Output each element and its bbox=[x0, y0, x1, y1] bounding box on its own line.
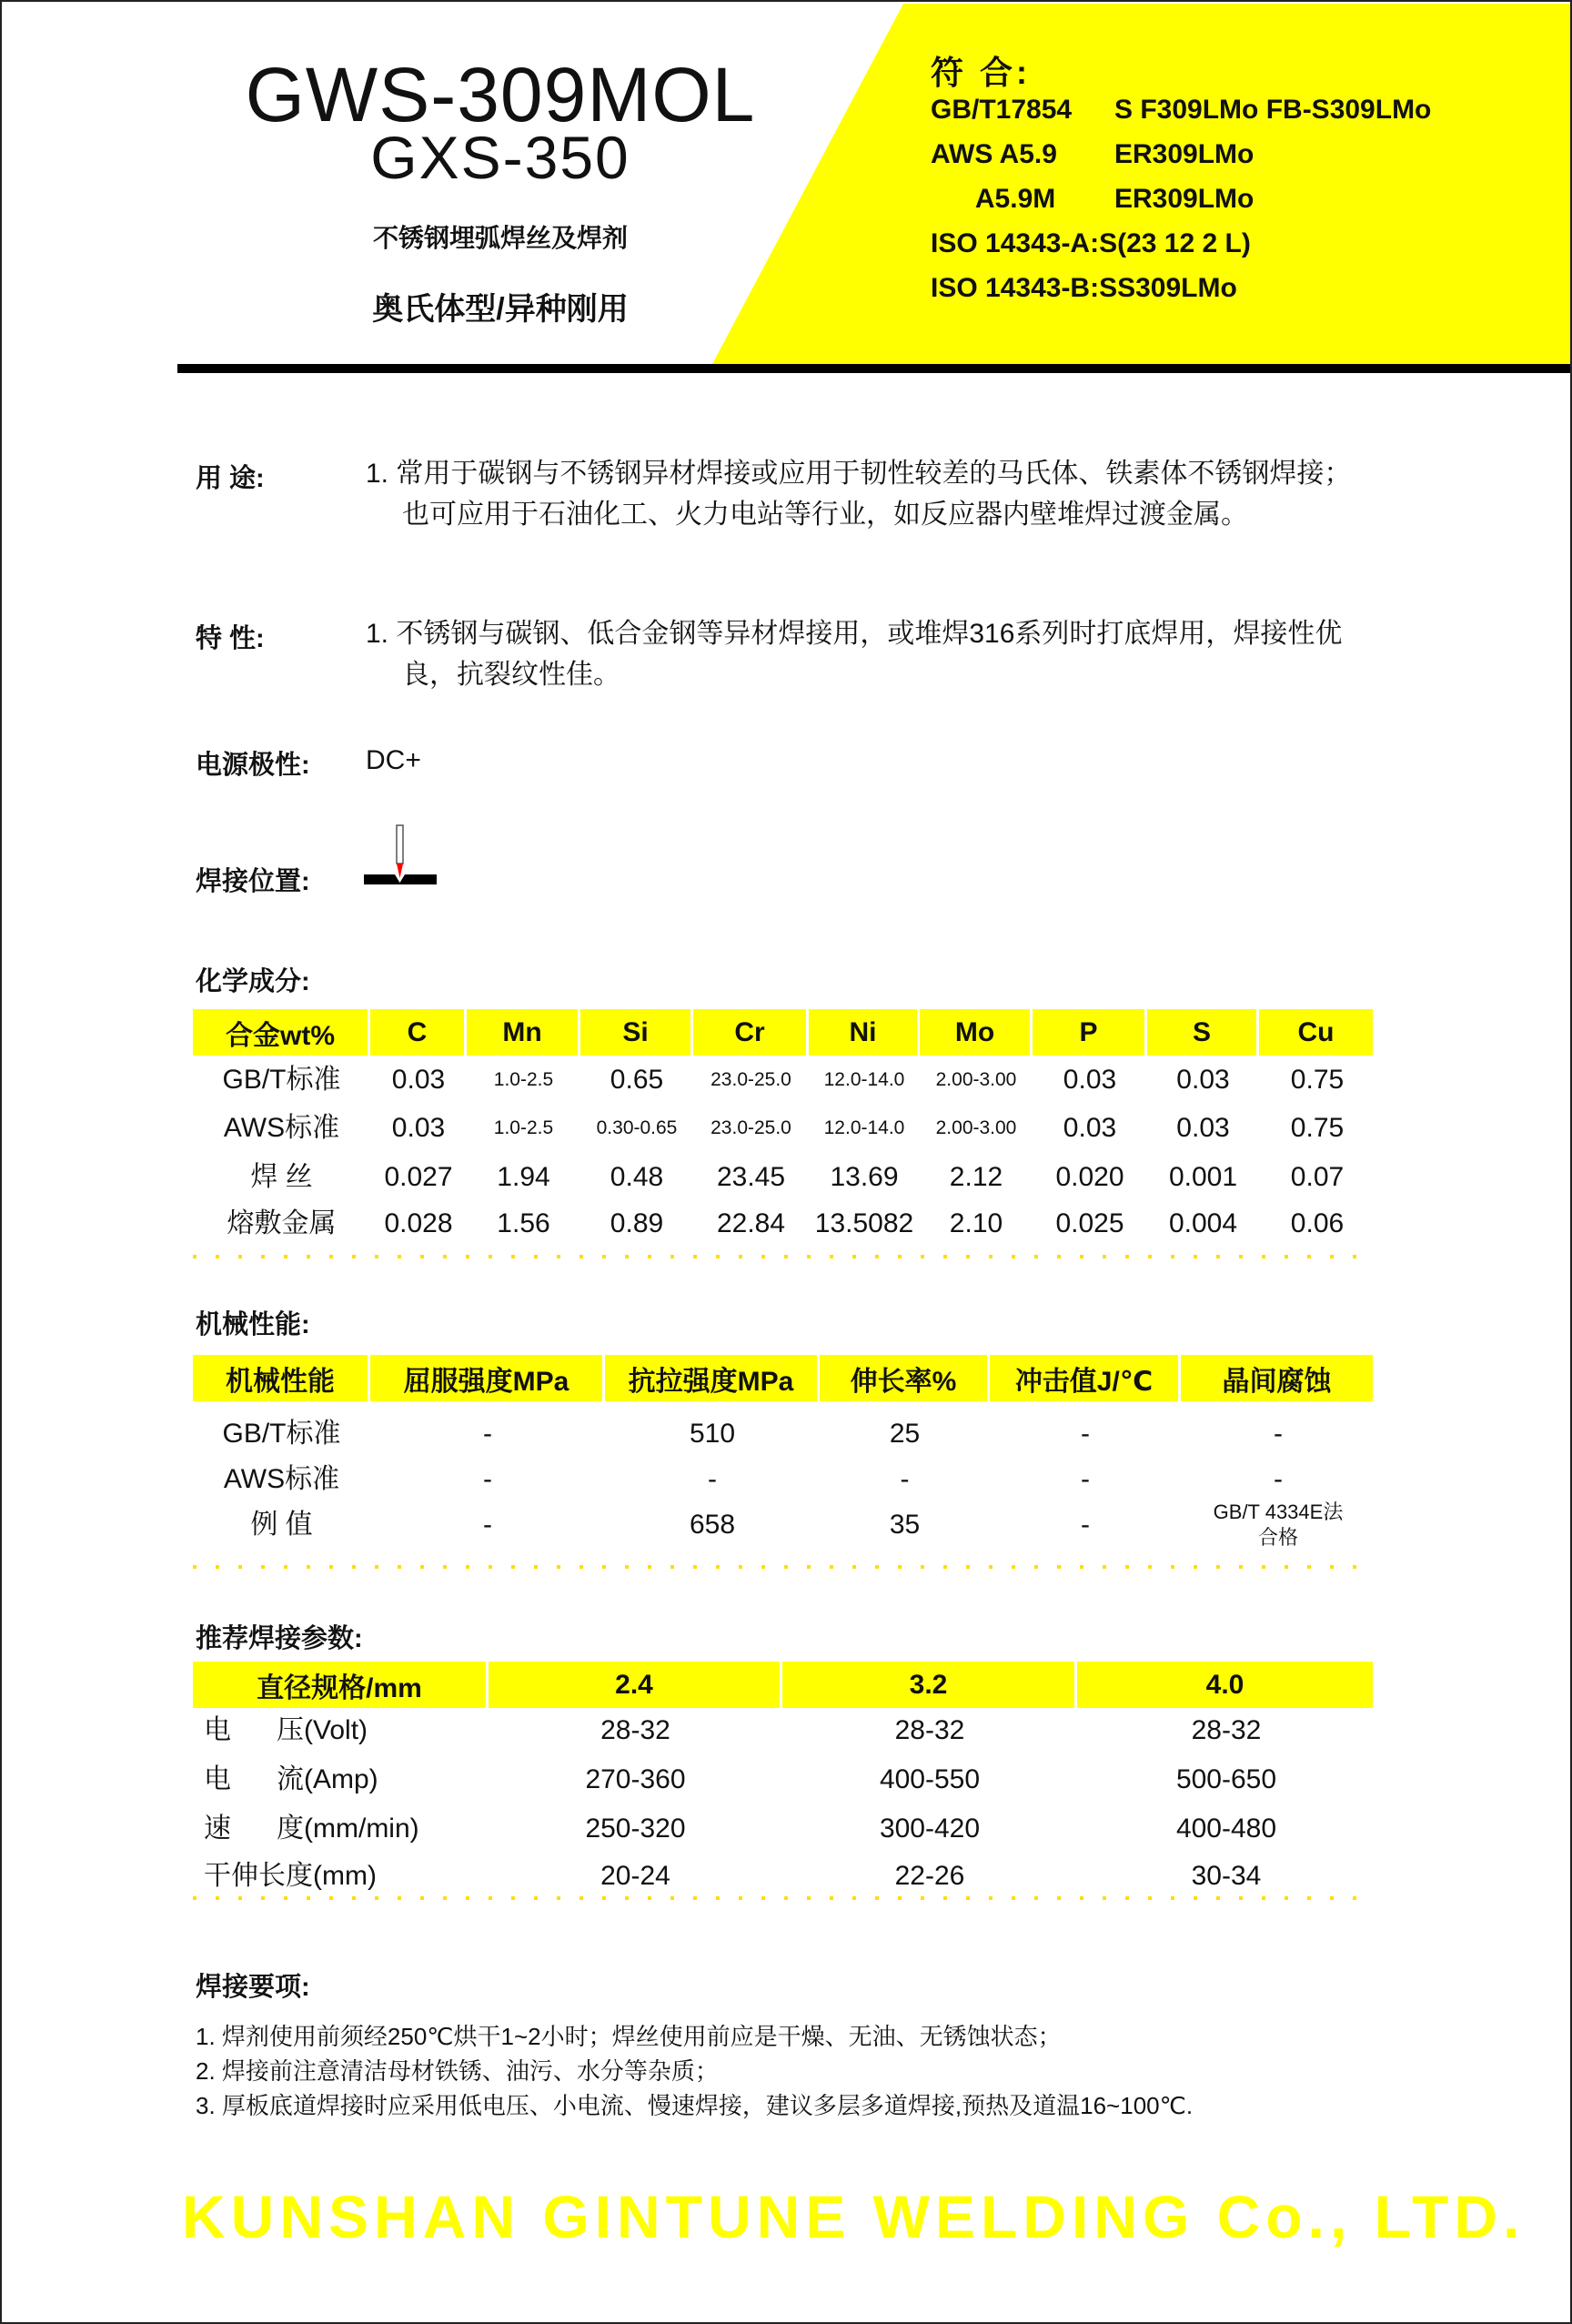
header-cell: Cr bbox=[693, 1009, 809, 1056]
row-label: 熔敷金属 bbox=[227, 1208, 337, 1238]
usage-text bbox=[366, 453, 1376, 535]
header-cell: 冲击值J/℃ bbox=[990, 1355, 1181, 1401]
table-cell: - bbox=[1081, 1510, 1090, 1540]
row-label: GB/T标准 bbox=[222, 1419, 341, 1449]
table-cell: 500-650 bbox=[1175, 1764, 1277, 1794]
table-cell: 0.06 bbox=[1290, 1208, 1345, 1238]
conformity-line bbox=[931, 273, 1237, 304]
conformity-standard: GB/T17854 bbox=[931, 95, 1073, 125]
features-label: 特 性: bbox=[196, 624, 265, 653]
table-cell: - bbox=[483, 1464, 492, 1494]
table-cell: - bbox=[900, 1464, 910, 1494]
table-cell: 0.89 bbox=[610, 1208, 664, 1238]
table-cell: 0.001 bbox=[1168, 1162, 1238, 1192]
table-cell: 0.75 bbox=[1290, 1065, 1345, 1095]
conformity-grade: S F309LMo FB-S309LMo bbox=[1114, 95, 1432, 125]
position-label: 焊接位置: bbox=[196, 867, 310, 896]
conformity-line bbox=[931, 228, 1251, 259]
usage-text-body: 1. 常用于碳钢与不锈钢异材焊接或应用于韧性较差的马氏体、铁素体不锈钢焊接；也可应用于石油化工、火力电站等行业，如反应器内壁堆焊过渡金属。 bbox=[366, 459, 1352, 530]
table-cell: 28-32 bbox=[1191, 1715, 1262, 1745]
header-cell: 伸长率% bbox=[820, 1355, 990, 1401]
table-row bbox=[193, 1060, 1376, 1100]
table-cell: 13.69 bbox=[830, 1162, 899, 1192]
table-cell: - bbox=[483, 1419, 492, 1449]
table-cell: 0.30-0.65 bbox=[596, 1117, 678, 1138]
table-cell: 23.0-25.0 bbox=[710, 1069, 791, 1090]
conformity-line bbox=[931, 184, 1255, 215]
table-cell: 400-480 bbox=[1175, 1814, 1277, 1844]
table-cell: 1.94 bbox=[497, 1162, 550, 1192]
chemical-title: 化学成分: bbox=[196, 967, 310, 996]
table-row bbox=[193, 1413, 1376, 1455]
table-cell: 0.48 bbox=[610, 1162, 664, 1192]
header-cell: 机械性能 bbox=[193, 1355, 370, 1401]
table-cell: 28-32 bbox=[894, 1715, 965, 1745]
table-cell: 28-32 bbox=[600, 1715, 670, 1745]
header-cell: Cu bbox=[1259, 1009, 1376, 1056]
conformity-grade: ER309LMo bbox=[1114, 184, 1255, 214]
table-cell: 0.03 bbox=[1176, 1113, 1230, 1143]
features-text bbox=[366, 613, 1376, 695]
table-header bbox=[193, 1009, 1376, 1056]
table-cell: 22.84 bbox=[716, 1208, 786, 1238]
table-row bbox=[193, 1204, 1376, 1244]
table-cell: 400-550 bbox=[879, 1764, 981, 1794]
table-cell: 13.5082 bbox=[814, 1208, 914, 1238]
table-row bbox=[193, 1108, 1376, 1148]
table-cell: 300-420 bbox=[879, 1814, 981, 1844]
table-cell: 250-320 bbox=[585, 1814, 686, 1844]
polarity-value: DC+ bbox=[366, 745, 421, 775]
header-cell: P bbox=[1033, 1009, 1147, 1056]
table-cell: - bbox=[483, 1510, 492, 1540]
table-cell: 2.00-3.00 bbox=[935, 1069, 1017, 1090]
table-header bbox=[193, 1662, 1376, 1708]
row-label: AWS标准 bbox=[223, 1113, 340, 1143]
table-cell: 0.025 bbox=[1055, 1208, 1124, 1238]
product-model: GWS-309MOL bbox=[245, 52, 756, 137]
table-header bbox=[193, 1355, 1376, 1401]
table-row bbox=[193, 1711, 1376, 1751]
chemical-divider bbox=[193, 1255, 1376, 1258]
table-cell: 658 bbox=[689, 1510, 736, 1540]
header-cell: Mn bbox=[467, 1009, 580, 1056]
header-cell: 2.4 bbox=[489, 1662, 782, 1708]
header-cell: 屈服强度MPa bbox=[370, 1355, 605, 1401]
row-label: 焊 丝 bbox=[250, 1162, 313, 1192]
params-title: 推荐焊接参数: bbox=[196, 1624, 363, 1653]
conformity-standard: A5.9M bbox=[931, 184, 1056, 214]
row-label: 电 压(Volt) bbox=[204, 1715, 368, 1745]
mechanical-divider bbox=[193, 1565, 1376, 1569]
row-label: 速 度(mm/min) bbox=[204, 1814, 419, 1844]
table-cell: 1.56 bbox=[497, 1208, 550, 1238]
table-cell: 2.12 bbox=[949, 1162, 1003, 1192]
table-cell: - bbox=[1081, 1464, 1090, 1494]
conformity-line bbox=[931, 139, 1255, 170]
table-cell: 22-26 bbox=[894, 1861, 965, 1891]
row-label: GB/T标准 bbox=[222, 1065, 341, 1095]
table-cell: 0.75 bbox=[1290, 1113, 1345, 1143]
conformity-line bbox=[931, 95, 1432, 126]
polarity-label: 电源极性: bbox=[196, 751, 310, 780]
header-cell: 3.2 bbox=[782, 1662, 1077, 1708]
header-divider bbox=[177, 364, 1570, 373]
table-cell: 510 bbox=[689, 1419, 736, 1449]
table-cell: - bbox=[1274, 1464, 1283, 1494]
table-cell: 0.03 bbox=[1063, 1113, 1117, 1143]
table-cell: 1.0-2.5 bbox=[493, 1069, 554, 1090]
table-row bbox=[193, 1500, 1376, 1549]
table-row bbox=[193, 1459, 1376, 1500]
header-cell: S bbox=[1147, 1009, 1259, 1056]
conformity-standard: ISO 14343-B:SS309LMo bbox=[931, 273, 1237, 303]
header-cell: 合金wt% bbox=[193, 1009, 370, 1056]
table-cell: 20-24 bbox=[600, 1861, 670, 1891]
row-label: 电 流(Amp) bbox=[204, 1764, 378, 1794]
table-cell: 1.0-2.5 bbox=[493, 1117, 554, 1138]
header-cell: C bbox=[370, 1009, 467, 1056]
params-divider bbox=[193, 1896, 1376, 1900]
table-cell: - bbox=[708, 1464, 717, 1494]
usage-label: 用 途: bbox=[196, 464, 265, 493]
table-cell: 23.0-25.0 bbox=[710, 1117, 791, 1138]
table-row bbox=[193, 1157, 1376, 1197]
table-cell: GB/T 4334E法 合格 bbox=[1213, 1500, 1344, 1549]
table-row bbox=[193, 1856, 1376, 1896]
product-subtitle: 不锈钢埋弧焊丝及焊剂 bbox=[372, 224, 628, 252]
header-cell: Ni bbox=[809, 1009, 920, 1056]
table-cell: 12.0-14.0 bbox=[823, 1117, 905, 1138]
table-cell: 0.65 bbox=[610, 1065, 664, 1095]
note-item: 3. 厚板底道焊接时应采用低电压、小电流、慢速焊接，建议多层多道焊接,预热及道温16~100℃. bbox=[196, 2092, 1194, 2119]
header-cell: 4.0 bbox=[1077, 1662, 1376, 1708]
note-item: 2. 焊接前注意清洁母材铁锈、油污、水分等杂质； bbox=[196, 2057, 719, 2085]
table-cell: 0.03 bbox=[391, 1113, 446, 1143]
table-cell: 12.0-14.0 bbox=[823, 1069, 905, 1090]
flux-model: GXS-350 bbox=[370, 124, 630, 191]
table-cell: 0.03 bbox=[391, 1065, 446, 1095]
table-cell: 30-34 bbox=[1191, 1861, 1262, 1891]
row-label: 例 值 bbox=[250, 1510, 313, 1540]
flat-position-icon bbox=[362, 824, 440, 896]
table-row bbox=[193, 1809, 1376, 1849]
header-cell: 直径规格/mm bbox=[193, 1662, 489, 1708]
table-cell: 0.028 bbox=[384, 1208, 453, 1238]
row-label: 干伸长度(mm) bbox=[204, 1861, 377, 1891]
conformity-standard: ISO 14343-A:S(23 12 2 L) bbox=[931, 228, 1251, 258]
table-cell: 0.027 bbox=[384, 1162, 453, 1192]
table-row bbox=[193, 1760, 1376, 1800]
notes-title: 焊接要项: bbox=[196, 1973, 310, 2002]
note-item: 1. 焊剂使用前须经250℃烘干1~2小时；焊丝使用前应是干燥、无油、无锈蚀状态； bbox=[196, 2023, 1062, 2050]
table-cell: - bbox=[1081, 1419, 1090, 1449]
table-cell: 2.00-3.00 bbox=[935, 1117, 1017, 1138]
conformity-standard: AWS A5.9 bbox=[931, 139, 1057, 169]
conformity-grade: ER309LMo bbox=[1114, 139, 1255, 169]
table-cell: 0.07 bbox=[1290, 1162, 1345, 1192]
company-name: KUNSHAN GINTUNE WELDING Co., LTD. bbox=[182, 2183, 1526, 2250]
table-cell: 0.020 bbox=[1055, 1162, 1124, 1192]
table-cell: 2.10 bbox=[949, 1208, 1003, 1238]
table-cell: 23.45 bbox=[716, 1162, 786, 1192]
mechanical-title: 机械性能: bbox=[196, 1310, 310, 1339]
table-cell: - bbox=[1274, 1419, 1283, 1449]
header-cell: Si bbox=[580, 1009, 693, 1056]
features-text-body: 1. 不锈钢与碳钢、低合金钢等异材焊接用，或堆焊316系列时打底焊用，焊接性优良，抗裂纹性佳。 bbox=[366, 619, 1343, 690]
table-cell: 0.004 bbox=[1168, 1208, 1238, 1238]
product-type: 奥氏体型/异种刚用 bbox=[372, 292, 629, 327]
conformity-title: 符 合: bbox=[931, 54, 1031, 91]
header-cell: 晶间腐蚀 bbox=[1181, 1355, 1376, 1401]
table-cell: 0.03 bbox=[1063, 1065, 1117, 1095]
header-cell: Mo bbox=[920, 1009, 1033, 1056]
table-cell: 270-360 bbox=[585, 1764, 686, 1794]
table-cell: 25 bbox=[889, 1419, 921, 1449]
row-label: AWS标准 bbox=[223, 1464, 340, 1494]
header-cell: 抗拉强度MPa bbox=[605, 1355, 820, 1401]
table-cell: 35 bbox=[889, 1510, 921, 1540]
table-cell: 0.03 bbox=[1176, 1065, 1230, 1095]
